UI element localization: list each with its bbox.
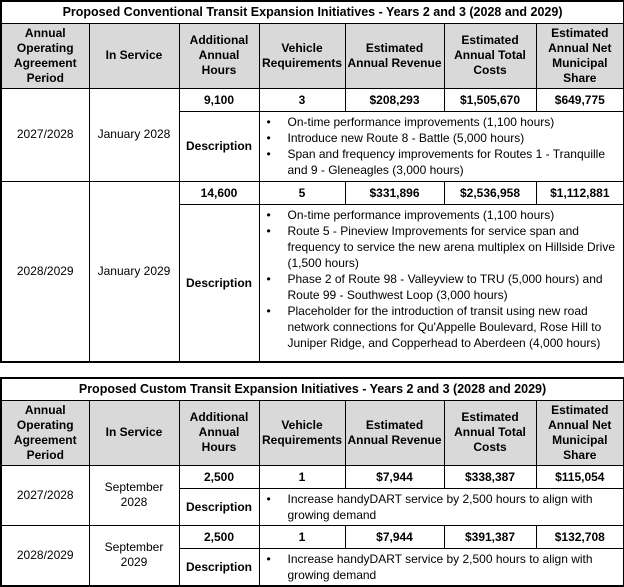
revenue-cell: $7,944: [345, 465, 444, 488]
description-bullets-cell: [259, 111, 624, 181]
revenue-cell: $7,944: [345, 525, 444, 548]
bullet-item: • On-time performance improvements (1,100 hours): [260, 207, 620, 223]
column-header-row: [1, 400, 624, 465]
column-header-in-service: In Service: [89, 23, 179, 88]
column-header-row: [1, 23, 624, 88]
column-header-vehicles: Vehicle Requirements: [259, 400, 345, 465]
bullet-item: • Introduce new Route 8 - Battle (5,000 hours): [260, 130, 620, 146]
description-label: Description: [179, 204, 259, 362]
bullet-item: • Span and frequency improvements for Routes 1 - Tranquille and 9 - Gleneagles (3,000 hours): [260, 146, 620, 178]
column-header-in-service: In Service: [89, 400, 179, 465]
revenue-cell: $331,896: [345, 181, 444, 204]
custom-transit-table: [0, 377, 624, 587]
bullet-item: • On-time performance improvements (1,100 hours): [260, 114, 620, 130]
table-title-row: [1, 1, 624, 23]
bullet-item: • Placeholder for the introduction of transit using new road network connections for Qu'Appelle Boulevard, Rose Hill to Juniper Ridge, and Copperhead to Aberdeen (4,000 hours): [260, 303, 620, 351]
hours-cell: 14,600: [179, 181, 259, 204]
in-service-cell: January 2028: [89, 88, 179, 181]
column-header-share: Estimated Annual Net Municipal Share: [536, 23, 624, 88]
column-header-costs: Estimated Annual Total Costs: [444, 400, 536, 465]
costs-cell: $338,387: [444, 465, 536, 488]
vehicles-cell: 1: [259, 465, 345, 488]
vehicles-cell: 5: [259, 181, 345, 204]
hours-cell: 9,100: [179, 88, 259, 111]
table-row: [1, 88, 624, 111]
vehicles-cell: 1: [259, 525, 345, 548]
description-label: Description: [179, 548, 259, 586]
vehicles-cell: 3: [259, 88, 345, 111]
costs-cell: $1,505,670: [444, 88, 536, 111]
in-service-cell: September 2029: [89, 525, 179, 586]
description-bullets-cell: [259, 548, 624, 586]
description-label: Description: [179, 111, 259, 181]
table-row: [1, 465, 624, 488]
period-cell: 2027/2028: [1, 88, 89, 181]
column-header-period: Annual Operating Agreement Period: [1, 400, 89, 465]
description-bullets-cell: [259, 204, 624, 362]
in-service-cell: January 2029: [89, 181, 179, 362]
period-cell: 2028/2029: [1, 525, 89, 586]
share-cell: $1,112,881: [536, 181, 624, 204]
hours-cell: 2,500: [179, 525, 259, 548]
column-header-hours: Additional Annual Hours: [179, 400, 259, 465]
period-cell: 2027/2028: [1, 465, 89, 525]
column-header-share: Estimated Annual Net Municipal Share: [536, 400, 624, 465]
share-cell: $115,054: [536, 465, 624, 488]
column-header-revenue: Estimated Annual Revenue: [345, 400, 444, 465]
description-bullets-cell: [259, 488, 624, 525]
column-header-revenue: Estimated Annual Revenue: [345, 23, 444, 88]
costs-cell: $2,536,958: [444, 181, 536, 204]
description-label: Description: [179, 488, 259, 525]
in-service-cell: September 2028: [89, 465, 179, 525]
column-header-period: Annual Operating Agreement Period: [1, 23, 89, 88]
hours-cell: 2,500: [179, 465, 259, 488]
revenue-cell: $208,293: [345, 88, 444, 111]
share-cell: $132,708: [536, 525, 624, 548]
table-title: Proposed Custom Transit Expansion Initiatives - Years 2 and 3 (2028 and 2029): [1, 378, 624, 400]
bullet-item: • Increase handyDART service by 2,500 hours to align with growing demand: [260, 491, 620, 523]
table-row: [1, 181, 624, 204]
bullet-item: • Phase 2 of Route 98 - Valleyview to TRU (5,000 hours) and Route 99 - Southwest Loop (3,000 hours): [260, 271, 620, 303]
bullet-item: • Route 5 - Pineview Improvements for service span and frequency to service the new arena multiplex on Hillside Drive (1,500 hours): [260, 223, 620, 271]
column-header-vehicles: Vehicle Requirements: [259, 23, 345, 88]
column-header-costs: Estimated Annual Total Costs: [444, 23, 536, 88]
column-header-hours: Additional Annual Hours: [179, 23, 259, 88]
table-title: Proposed Conventional Transit Expansion Initiatives - Years 2 and 3 (2028 and 2029): [1, 1, 624, 23]
costs-cell: $391,387: [444, 525, 536, 548]
period-cell: 2028/2029: [1, 181, 89, 362]
table-title-row: [1, 378, 624, 400]
bullet-item: • Increase handyDART service by 2,500 hours to align with growing demand: [260, 551, 620, 583]
table-row: [1, 525, 624, 548]
share-cell: $649,775: [536, 88, 624, 111]
